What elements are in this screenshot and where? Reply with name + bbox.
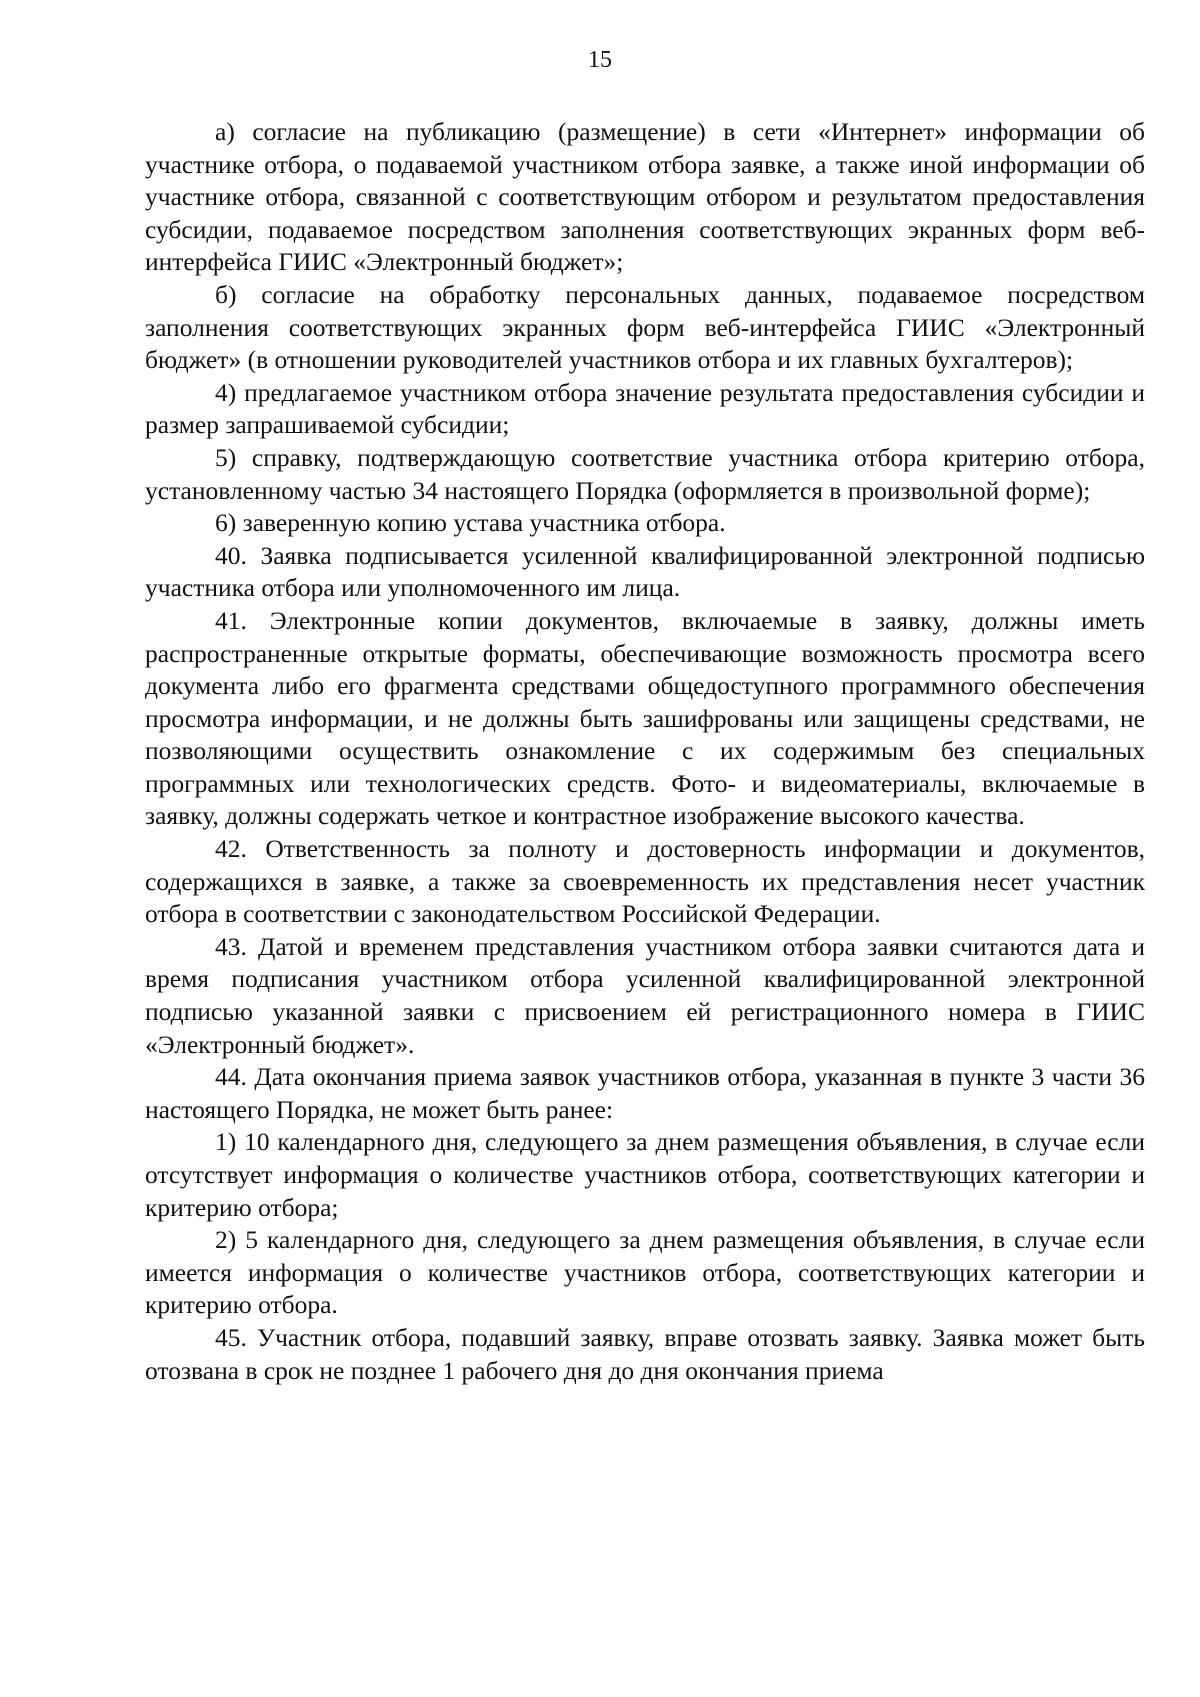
paragraph-item-6: 6) заверенную копию устава участника отбора. (215, 508, 726, 538)
paragraph-41: 41. Электронные копии документов, включаемые в заявку, должны иметь распространенные открытые форматы, обеспечивающие возможность просмотра всего документа либо его фрагмента средствами общедоступного программного обеспечения просмотра информации, и не должны быть зашифрованы или защищены средствами, не позволяющими осуществить ознакомление с их содержимым без специальных программных или технологических средств. Фото- и видеоматериалы, включаемые в заявку, должны содержать четкое и контрастное изображение высокого качества. (145, 605, 1145, 831)
paragraph-44: 44. Дата окончания приема заявок участников отбора, указанная в пункте 3 части 36 настоящего Порядка, не может быть ранее: (145, 1062, 1145, 1124)
paragraph-42: 42. Ответственность за полноту и достоверность информации и документов, содержащихся в заявке, а также за своевременность их представления несет участник отбора в соответствии с законодательством Российской Федерации. (145, 834, 1145, 929)
paragraph-consent-personal-data: б) согласие на обработку персональных данных, подаваемое посредством заполнения соответствующих экранных форм веб-интерфейса ГИИС «Электронный бюджет» (в отношении руководителей участников отбора и их главных бухгалтеров); (145, 279, 1145, 375)
paragraph-44-item-2: 2) 5 календарного дня, следующего за днем размещения объявления, в случае если имеется информация о количестве участников отбора, соответствующих категории и критерию отбора. (145, 1225, 1145, 1320)
paragraph-43: 43. Датой и временем представления участником отбора заявки считаются дата и время подписания участником отбора усиленной квалифицированной электронной подписью указанной заявки с присвоением ей регистрационного номера в ГИИС «Электронный бюджет». (145, 931, 1145, 1059)
paragraph-item-5: 5) справку, подтверждающую соответствие участника отбора критерию отбора, установленному частью 34 настоящего Порядка (оформляется в произвольной форме); (145, 442, 1145, 505)
paragraph-44-item-1: 1) 10 календарного дня, следующего за днем размещения объявления, в случае если отсутствует информация о количестве участников отбора, соответствующих категории и критерию отбора; (145, 1127, 1145, 1222)
document-body (145, 116, 1145, 1387)
paragraph-45: 45. Участник отбора, подавший заявку, вправе отозвать заявку. Заявка может быть отозвана в срок не позднее 1 рабочего дня до дня окончания приема (145, 1322, 1145, 1385)
paragraph-consent-publication: а) согласие на публикацию (размещение) в сети «Интернет» информации об участнике отбора, о подаваемой участником отбора заявке, а также иной информации об участнике отбора, связанной с соответствующим отбором и результатом предоставления субсидии, подаваемое посредством заполнения соответствующих экранных форм веб-интерфейса ГИИС «Электронный бюджет»; (145, 117, 1145, 277)
paragraph-item-4: 4) предлагаемое участником отбора значение результата предоставления субсидии и размер запрашиваемой субсидии; (145, 377, 1145, 440)
paragraph-40: 40. Заявка подписывается усиленной квалифицированной электронной подписью участника отбора или уполномоченного им лица. (145, 540, 1145, 603)
page-number: 15 (588, 47, 612, 73)
